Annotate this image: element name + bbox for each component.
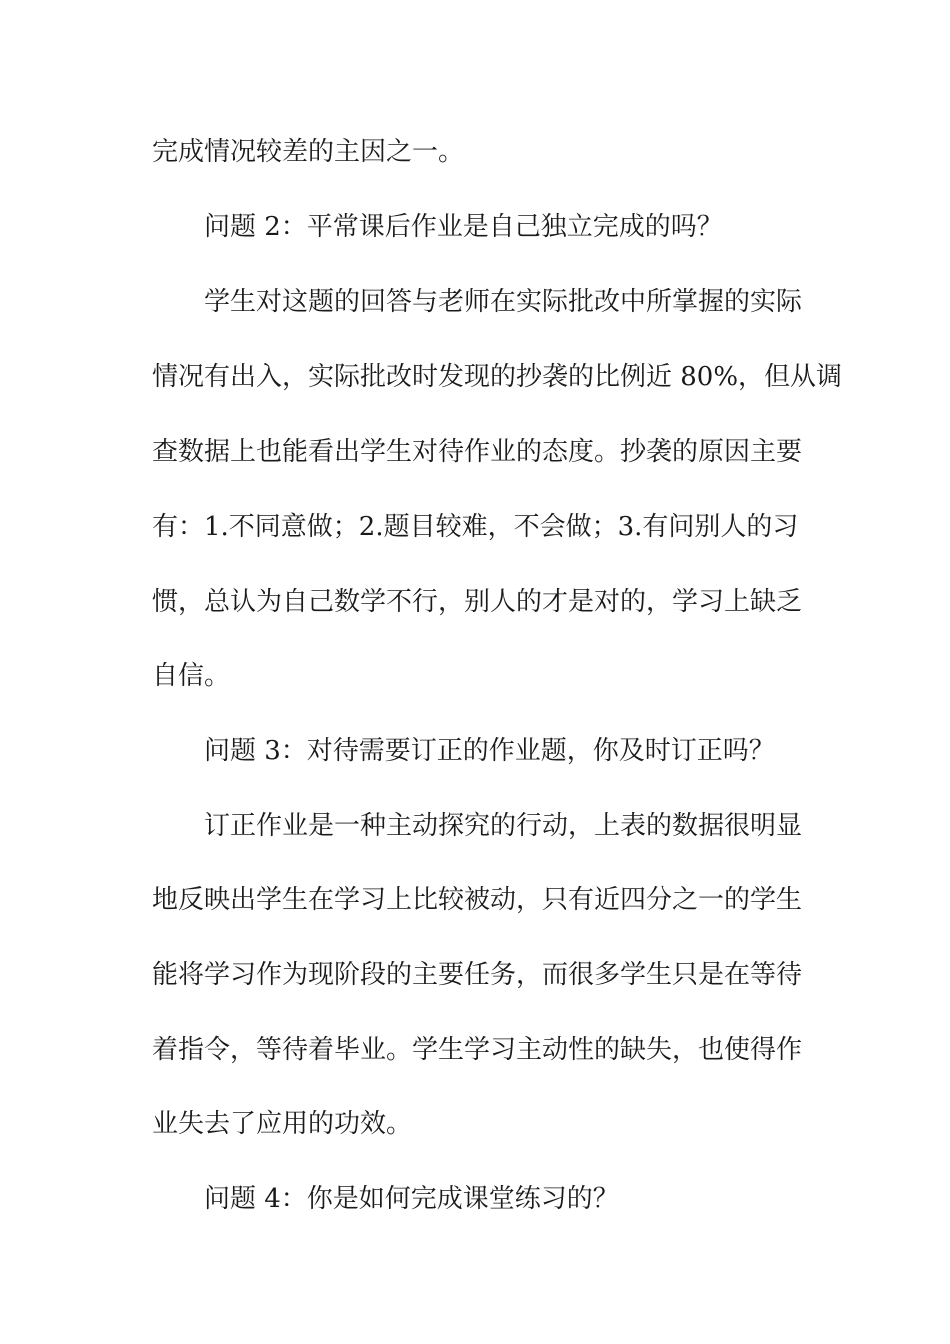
- paragraph-line: 业失去了应用的功效。: [152, 1109, 413, 1139]
- paragraph-line: 能将学习作为现阶段的主要任务，而很多学生只是在等待: [152, 960, 803, 990]
- paragraph-line: 查数据上也能看出学生对待作业的态度。抄袭的原因主要: [152, 437, 803, 467]
- question-2-heading: 问题 2：平常课后作业是自己独立完成的吗？: [204, 212, 723, 242]
- paragraph-line: 学生对这题的回答与老师在实际批改中所掌握的实际: [204, 287, 803, 317]
- paragraph-line: 有：1.不同意做；2.题目较难，不会做；3.有问别人的习: [152, 512, 799, 542]
- paragraph-line: 订正作业是一种主动探究的行动，上表的数据很明显: [204, 811, 803, 841]
- question-4-heading: 问题 4：你是如何完成课堂练习的？: [204, 1184, 619, 1214]
- paragraph-line: 情况有出入，实际批改时发现的抄袭的比例近 80%，但从调: [152, 362, 843, 392]
- paragraph-line: 自信。: [152, 661, 231, 691]
- paragraph-line: 地反映出学生在学习上比较被动，只有近四分之一的学生: [152, 885, 803, 915]
- paragraph-line: 着指令，等待着毕业。学生学习主动性的缺失，也使得作: [152, 1035, 803, 1065]
- question-3-heading: 问题 3：对待需要订正的作业题，你及时订正吗？: [204, 736, 775, 766]
- paragraph-line: 完成情况较差的主因之一。: [152, 137, 465, 167]
- paragraph-line: 惯，总认为自己数学不行，别人的才是对的，学习上缺乏: [152, 587, 803, 617]
